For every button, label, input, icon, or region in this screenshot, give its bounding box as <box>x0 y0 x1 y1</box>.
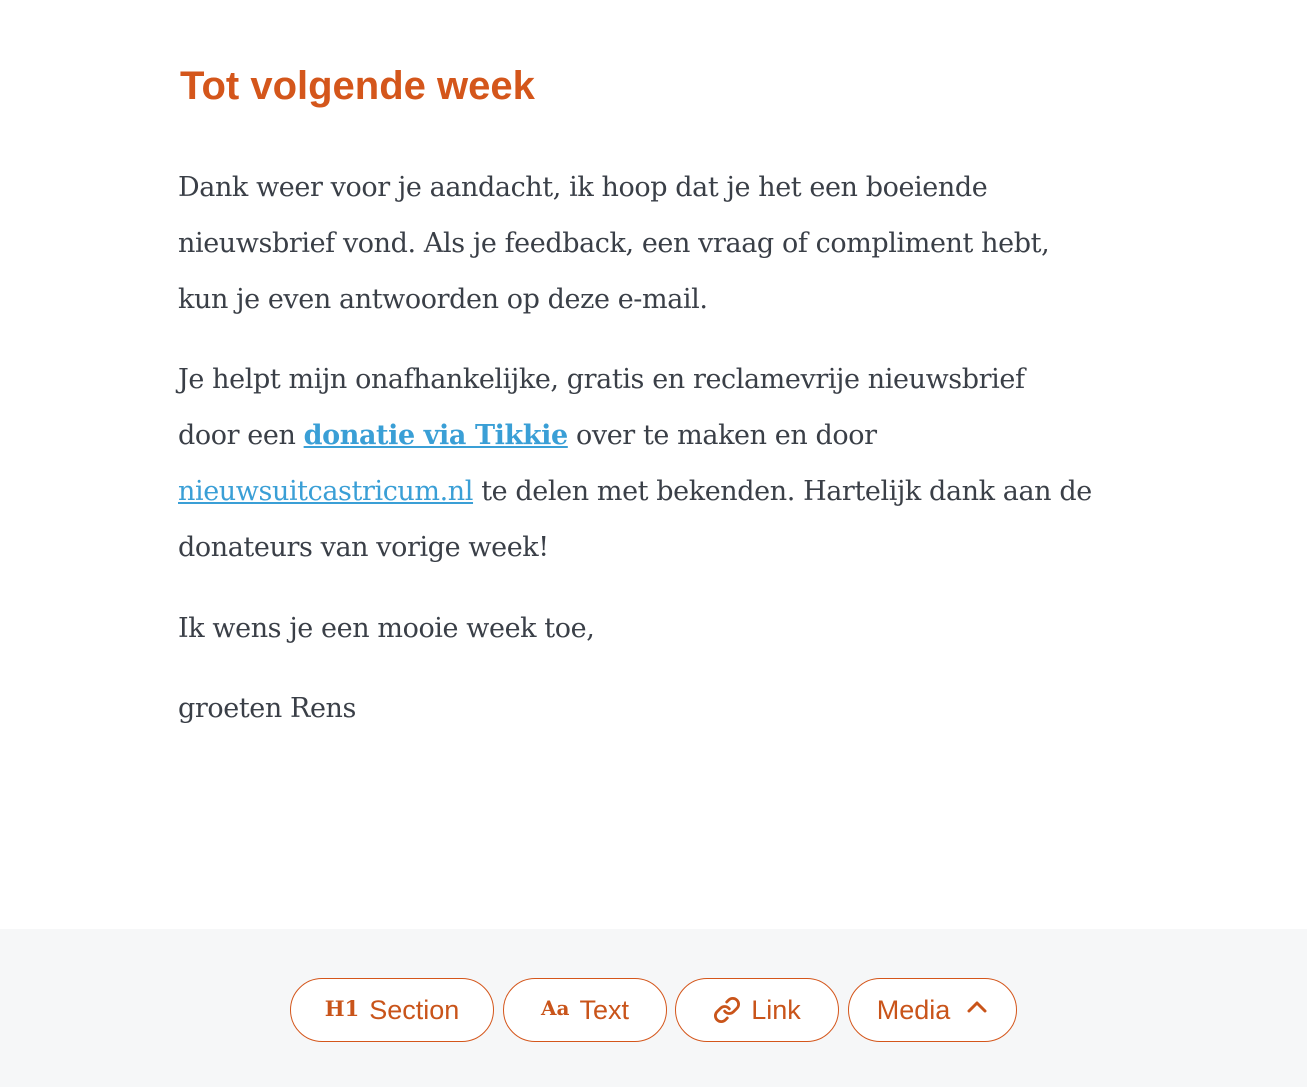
section-heading: Tot volgende week <box>180 64 535 108</box>
paragraph-wishes: Ik wens je een mooie week toe, <box>178 613 595 644</box>
add-text-button[interactable] <box>503 978 667 1042</box>
text-fragment: te delen met bekenden. Hartelijk dank aan de <box>473 476 1092 507</box>
text-icon: Aa <box>540 996 570 1020</box>
paragraph-thanks <box>178 160 1049 328</box>
paragraph-line: kun je even antwoorden op deze e-mail. <box>178 284 708 315</box>
add-section-button[interactable] <box>290 978 494 1042</box>
heading-icon: H1 <box>324 995 360 1021</box>
paragraph-line <box>178 408 1092 464</box>
paragraph-signature: groeten Rens <box>178 693 356 724</box>
website-link[interactable]: nieuwsuitcastricum.nl <box>178 476 474 507</box>
add-link-button[interactable] <box>675 978 839 1042</box>
add-media-button[interactable] <box>848 978 1017 1042</box>
paragraph-line <box>178 464 1092 520</box>
chevron-up-icon <box>966 1000 988 1014</box>
paragraph-line: Je helpt mijn onafhankelijke, gratis en reclamevrije nieuwsbrief <box>178 364 1025 395</box>
paragraph-line: donateurs van vorige week! <box>178 532 549 563</box>
paragraph-line: nieuwsbrief vond. Als je feedback, een vraag of compliment hebt, <box>178 228 1050 259</box>
text-fragment: door een <box>178 420 304 451</box>
add-section-label: Section <box>369 994 460 1025</box>
add-link-label: Link <box>751 994 801 1025</box>
paragraph-support <box>178 352 1092 576</box>
donation-link[interactable]: donatie via Tikkie <box>303 420 568 451</box>
paragraph-line: Dank weer voor je aandacht, ik hoop dat je het een boeiende <box>178 172 988 203</box>
insert-toolbar <box>0 929 1307 1087</box>
add-text-label: Text <box>579 994 629 1025</box>
add-media-label: Media <box>876 994 951 1025</box>
link-icon <box>713 996 741 1024</box>
text-fragment: over te maken en door <box>567 420 877 451</box>
